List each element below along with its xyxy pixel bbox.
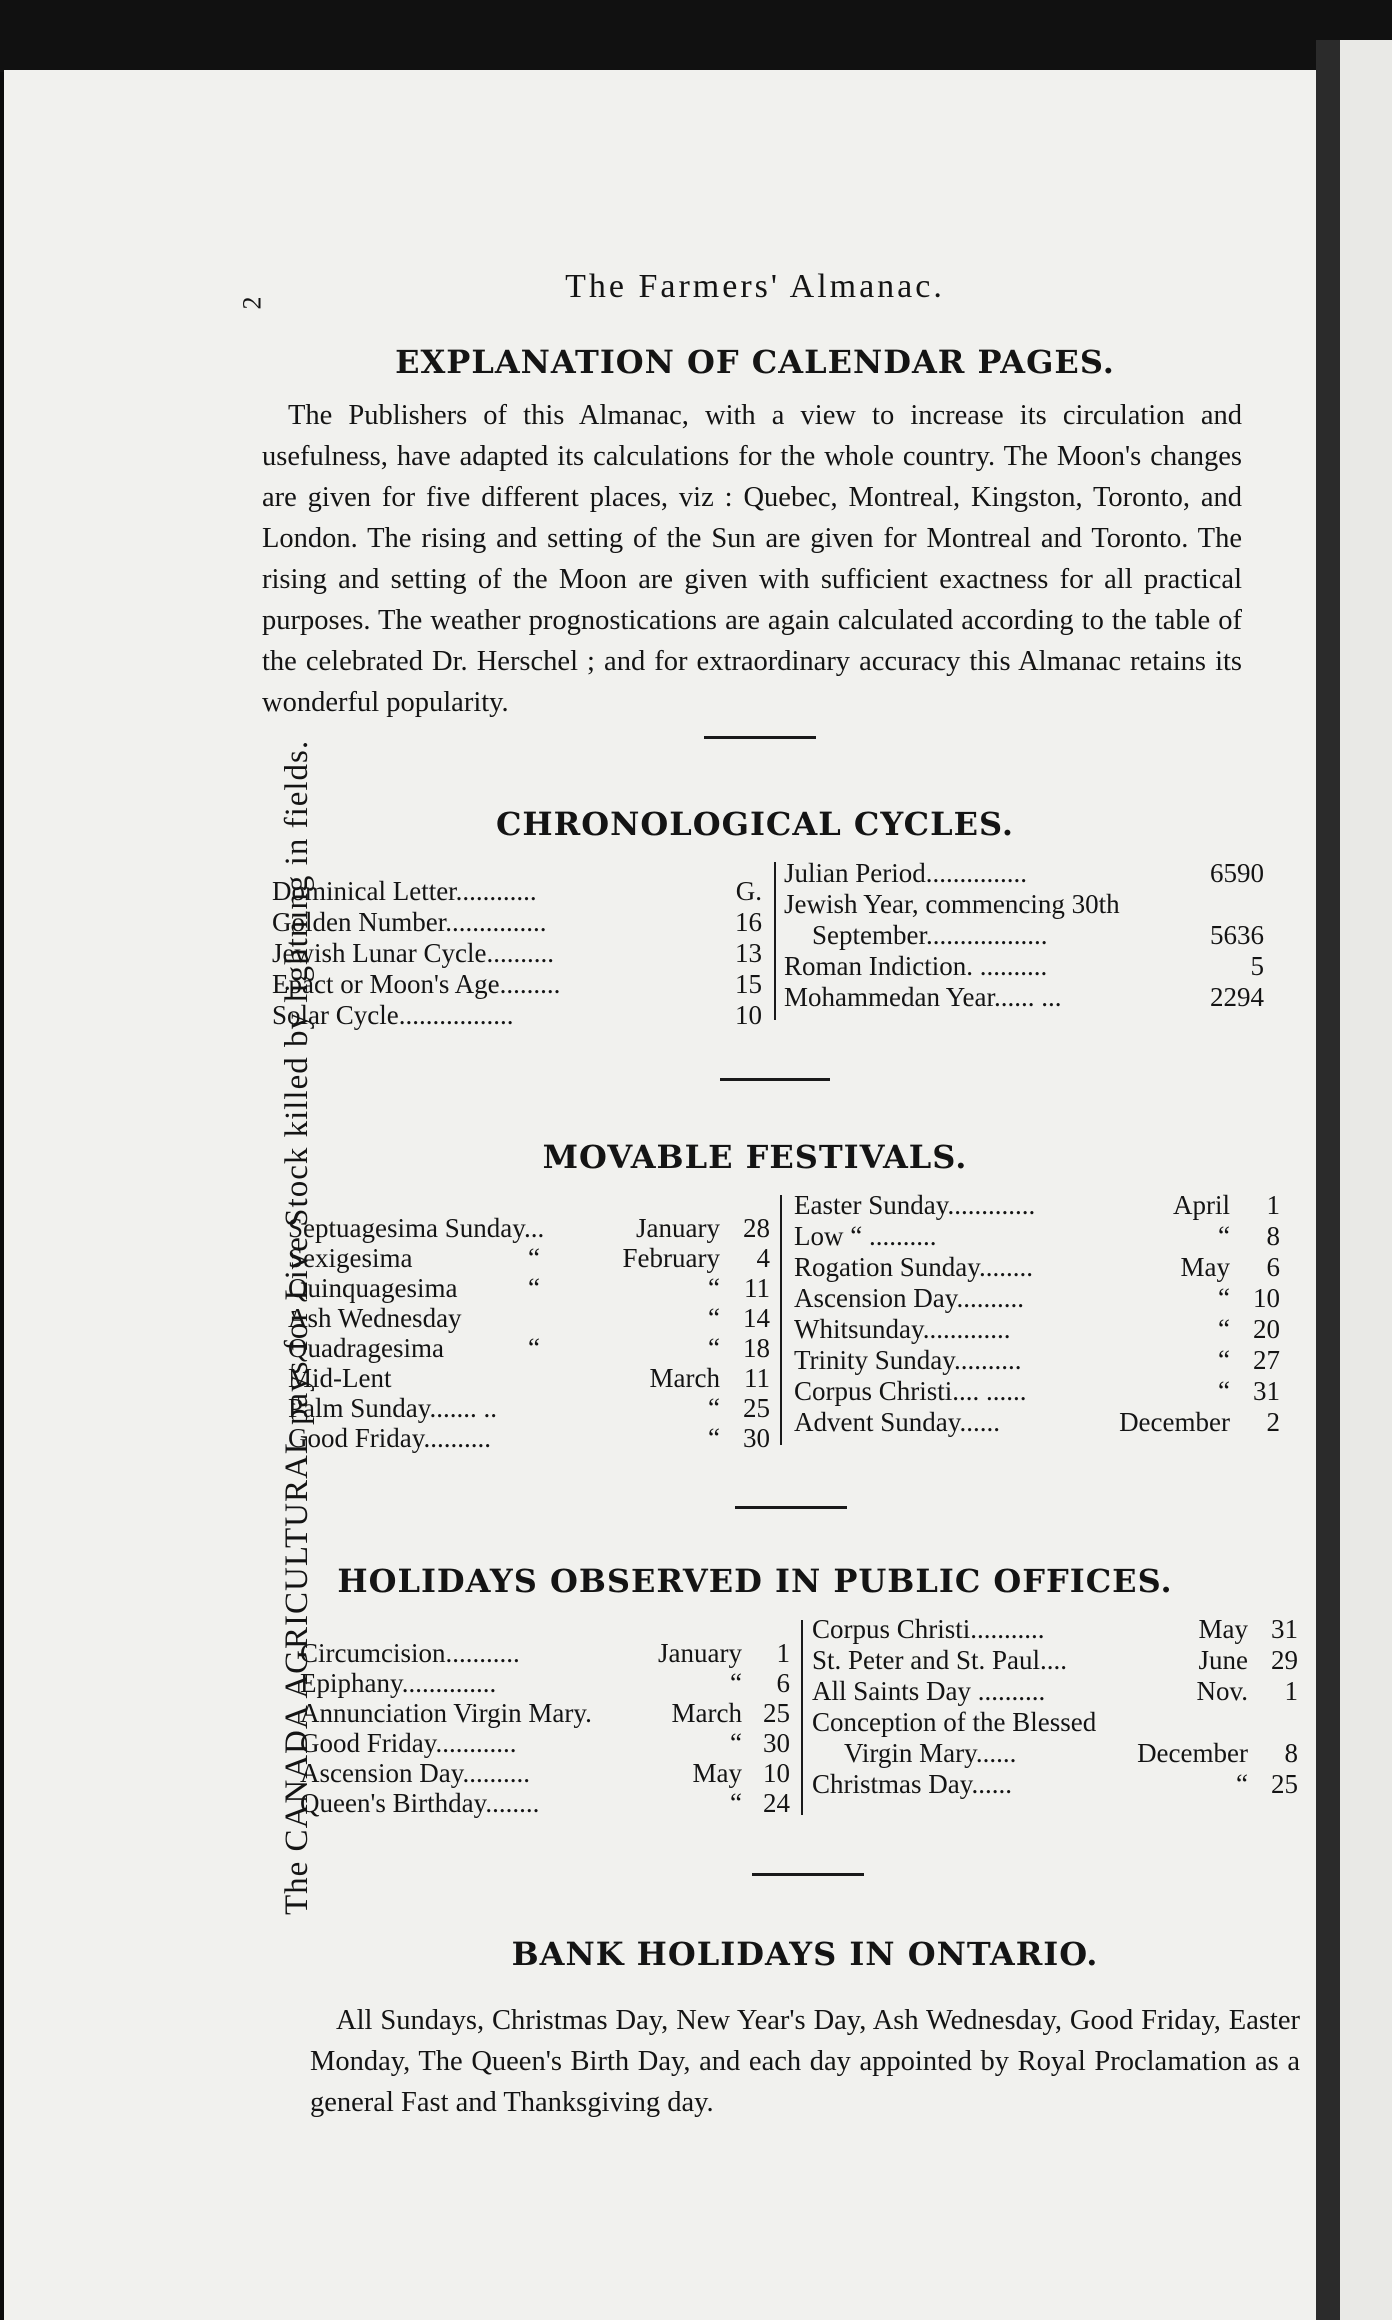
festival-month: “: [708, 1423, 720, 1453]
holiday-name: Corpus Christi...........: [812, 1614, 1045, 1644]
holiday-row: [300, 1638, 790, 1670]
cycle-value: 6590: [1210, 858, 1264, 888]
cycle-label: Solar Cycle.................: [272, 1000, 514, 1030]
festival-day: 25: [743, 1393, 770, 1423]
festival-row: [288, 1303, 770, 1335]
cycle-value: 5636: [1210, 920, 1264, 950]
festival-month: February: [622, 1243, 720, 1273]
festival-name: Quadragesima: [288, 1333, 444, 1363]
festival-month: January: [636, 1213, 720, 1243]
cycle-row: [784, 858, 1264, 890]
holiday-day: 1: [776, 1638, 790, 1668]
festival-row: [288, 1243, 770, 1275]
festival-name: Rogation Sunday........: [794, 1252, 1033, 1282]
festival-month: “: [708, 1393, 720, 1423]
holiday-row: [812, 1769, 1298, 1801]
holiday-day: 6: [776, 1668, 790, 1698]
holiday-name: Ascension Day..........: [300, 1758, 530, 1788]
cycle-value: 5: [1250, 951, 1264, 981]
holiday-month: January: [658, 1638, 742, 1668]
section-divider: [704, 736, 816, 739]
cycle-value: 2294: [1210, 982, 1264, 1012]
cycle-value: G.: [735, 876, 762, 906]
festival-month: “: [1218, 1376, 1230, 1406]
festival-name: Palm Sunday....... ..: [288, 1393, 497, 1423]
holiday-name: Circumcision...........: [300, 1638, 520, 1668]
festival-name: Good Friday..........: [288, 1423, 491, 1453]
holiday-row: [812, 1707, 1298, 1739]
festival-day: 10: [1253, 1283, 1280, 1313]
cycle-row: [784, 889, 1264, 921]
holiday-day: 25: [763, 1698, 790, 1728]
holiday-row: [300, 1668, 790, 1700]
festival-month: “: [708, 1273, 720, 1303]
festival-day: 11: [744, 1363, 770, 1393]
cycle-row: [272, 907, 762, 939]
festival-ditto: “: [528, 1273, 540, 1303]
festival-row: [794, 1283, 1280, 1315]
festival-day: 6: [1266, 1252, 1280, 1282]
festival-month: “: [1218, 1283, 1230, 1313]
cycle-row: [272, 938, 762, 970]
holiday-row: [300, 1788, 790, 1820]
festival-day: 30: [743, 1423, 770, 1453]
cycle-label: Epact or Moon's Age.........: [272, 969, 561, 999]
section-divider: [720, 1078, 830, 1081]
festival-name: Quinquagesima: [288, 1273, 458, 1303]
section-divider: [735, 1506, 847, 1509]
holiday-row: [300, 1728, 790, 1760]
cycle-row: [784, 982, 1264, 1014]
holiday-name: St. Peter and St. Paul....: [812, 1645, 1067, 1675]
festival-name: Sexigesima: [288, 1243, 413, 1273]
festival-month: April: [1173, 1190, 1230, 1220]
cycle-value: 16: [735, 907, 762, 937]
holiday-month: December: [1137, 1738, 1248, 1768]
festival-name: Ash Wednesday: [288, 1303, 462, 1333]
holiday-month: May: [692, 1758, 742, 1788]
festival-day: 20: [1253, 1314, 1280, 1344]
cycle-label: Julian Period...............: [784, 858, 1027, 888]
festival-month: “: [1218, 1221, 1230, 1251]
holiday-month: “: [1236, 1769, 1248, 1799]
cycle-label: Jewish Year, commencing 30th: [784, 889, 1120, 919]
holiday-day: 1: [1284, 1676, 1298, 1706]
festival-name: Ascension Day..........: [794, 1283, 1024, 1313]
holiday-day: 25: [1271, 1769, 1298, 1799]
festival-month: “: [708, 1333, 720, 1363]
explanation-title: EXPLANATION OF CALENDAR PAGES.: [395, 343, 1115, 381]
festival-row: [288, 1423, 770, 1455]
holiday-row: [300, 1698, 790, 1730]
holiday-name: Good Friday............: [300, 1728, 517, 1758]
holiday-name: Virgin Mary......: [844, 1738, 1017, 1768]
festival-name: Low “ ..........: [794, 1221, 937, 1251]
festival-month: May: [1180, 1252, 1230, 1282]
festival-row: [794, 1221, 1280, 1253]
cycle-label: Roman Indiction. ..........: [784, 951, 1048, 981]
cycles-title: CHRONOLOGICAL CYCLES.: [495, 805, 1015, 843]
cycle-label: Dominical Letter............: [272, 876, 537, 906]
holiday-month: Nov.: [1196, 1676, 1248, 1706]
explanation-text: [262, 395, 1242, 723]
festival-row: [794, 1345, 1280, 1377]
holiday-name: Epiphany..............: [300, 1668, 497, 1698]
festival-month: March: [649, 1363, 720, 1393]
festival-row: [794, 1190, 1280, 1222]
festival-ditto: “: [528, 1243, 540, 1273]
section-divider: [752, 1873, 864, 1876]
festival-day: 27: [1253, 1345, 1280, 1375]
festival-row: [288, 1333, 770, 1365]
festival-name: Advent Sunday......: [794, 1407, 1000, 1437]
cycle-value: 15: [735, 969, 762, 999]
festival-row: [794, 1407, 1280, 1439]
festival-row: [794, 1314, 1280, 1346]
festival-day: 4: [756, 1243, 770, 1273]
festival-name: Septuagesima Sunday...: [288, 1213, 545, 1243]
festival-name: Trinity Sunday..........: [794, 1345, 1022, 1375]
festival-day: 1: [1266, 1190, 1280, 1220]
festival-ditto: “: [528, 1333, 540, 1363]
scan-top-border: [0, 0, 1392, 72]
holiday-day: 10: [763, 1758, 790, 1788]
column-divider: [774, 862, 776, 1020]
holiday-day: 29: [1271, 1645, 1298, 1675]
festival-day: 11: [744, 1273, 770, 1303]
cycle-label: Mohammedan Year...... ...: [784, 982, 1062, 1012]
festival-month: “: [1218, 1345, 1230, 1375]
bank-paragraph: All Sundays, Christmas Day, New Year's Day, Ash Wednesday, Good Friday, Easter Monday, The Queen's Birth Day, and each day appointed by Royal Proclamation as a general Fast and Thanksgiving day.: [310, 2005, 1300, 2118]
festival-month: “: [708, 1303, 720, 1333]
holiday-name: Christmas Day......: [812, 1769, 1012, 1799]
holiday-day: 30: [763, 1728, 790, 1758]
festival-row: [288, 1273, 770, 1305]
holiday-month: May: [1198, 1614, 1248, 1644]
holiday-month: “: [730, 1668, 742, 1698]
holidays-title: HOLIDAYS OBSERVED IN PUBLIC OFFICES.: [337, 1562, 1173, 1600]
side-advertisement: The CANADA AGRICULTURAL pays for Live Stock killed by lightning in fields.: [279, 739, 315, 1915]
cycle-value: 13: [735, 938, 762, 968]
holiday-row: [300, 1758, 790, 1790]
column-divider: [801, 1620, 803, 1815]
holiday-row: [812, 1645, 1298, 1677]
cycle-row: [272, 876, 762, 908]
festival-month: December: [1119, 1407, 1230, 1437]
running-header: The Farmers' Almanac.: [565, 268, 945, 305]
holiday-month: June: [1198, 1645, 1248, 1675]
festival-day: 14: [743, 1303, 770, 1333]
bank-title: BANK HOLIDAYS IN ONTARIO.: [511, 1935, 1099, 1973]
festival-row: [794, 1252, 1280, 1284]
bank-text: [310, 2000, 1300, 2123]
cycle-value: 10: [735, 1000, 762, 1030]
festival-month: “: [1218, 1314, 1230, 1344]
festival-row: [794, 1376, 1280, 1408]
festival-row: [288, 1363, 770, 1395]
page-number: 2: [237, 296, 267, 310]
page-edge-shadow: [1316, 40, 1340, 2320]
festival-day: 2: [1266, 1407, 1280, 1437]
festival-name: Corpus Christi.... ......: [794, 1376, 1027, 1406]
cycle-row: [784, 951, 1264, 983]
cycle-label: Jewish Lunar Cycle..........: [272, 938, 554, 968]
holiday-day: 24: [763, 1788, 790, 1818]
adjacent-page: [1340, 40, 1392, 2320]
festival-name: Easter Sunday.............: [794, 1190, 1036, 1220]
holiday-name: All Saints Day ..........: [812, 1676, 1046, 1706]
holiday-row: [812, 1676, 1298, 1708]
festival-row: [288, 1213, 770, 1245]
festival-day: 31: [1253, 1376, 1280, 1406]
cycle-label: Golden Number...............: [272, 907, 547, 937]
holiday-row: [812, 1614, 1298, 1646]
holiday-name: Conception of the Blessed: [812, 1707, 1097, 1737]
holiday-row: [812, 1738, 1298, 1770]
holiday-name: Annunciation Virgin Mary.: [300, 1698, 592, 1728]
festival-day: 8: [1266, 1221, 1280, 1251]
festivals-title: MOVABLE FESTIVALS.: [542, 1138, 968, 1176]
cycle-row: [272, 969, 762, 1001]
cycle-row: [272, 1000, 762, 1032]
holiday-month: “: [730, 1788, 742, 1818]
festival-row: [288, 1393, 770, 1425]
holiday-day: 8: [1284, 1738, 1298, 1768]
column-divider: [780, 1195, 782, 1445]
cycle-label: September..................: [812, 920, 1048, 950]
festival-day: 28: [743, 1213, 770, 1243]
festival-name: Mid-Lent: [288, 1363, 392, 1393]
holiday-month: “: [730, 1728, 742, 1758]
cycle-row: [784, 920, 1264, 952]
festival-day: 18: [743, 1333, 770, 1363]
holiday-day: 31: [1271, 1614, 1298, 1644]
festival-name: Whitsunday.............: [794, 1314, 1011, 1344]
holiday-month: March: [671, 1698, 742, 1728]
explanation-paragraph: The Publishers of this Almanac, with a view to increase its circulation and usefulness, have adapted its calculations for the whole country. The Moon's changes are given for five different places, viz : Quebec, Montreal, Kingston, Toronto, and London. The rising and setting of the Sun are given for Montreal and Toronto. The rising and setting of the Moon are given with sufficient exactness for all practical purposes. The weather prognostications are again calculated according to the table of the celebrated Dr. Herschel ; and for extraordinary accuracy this Almanac retains its wonderful popularity.: [262, 400, 1242, 718]
holiday-name: Queen's Birthday........: [300, 1788, 540, 1818]
